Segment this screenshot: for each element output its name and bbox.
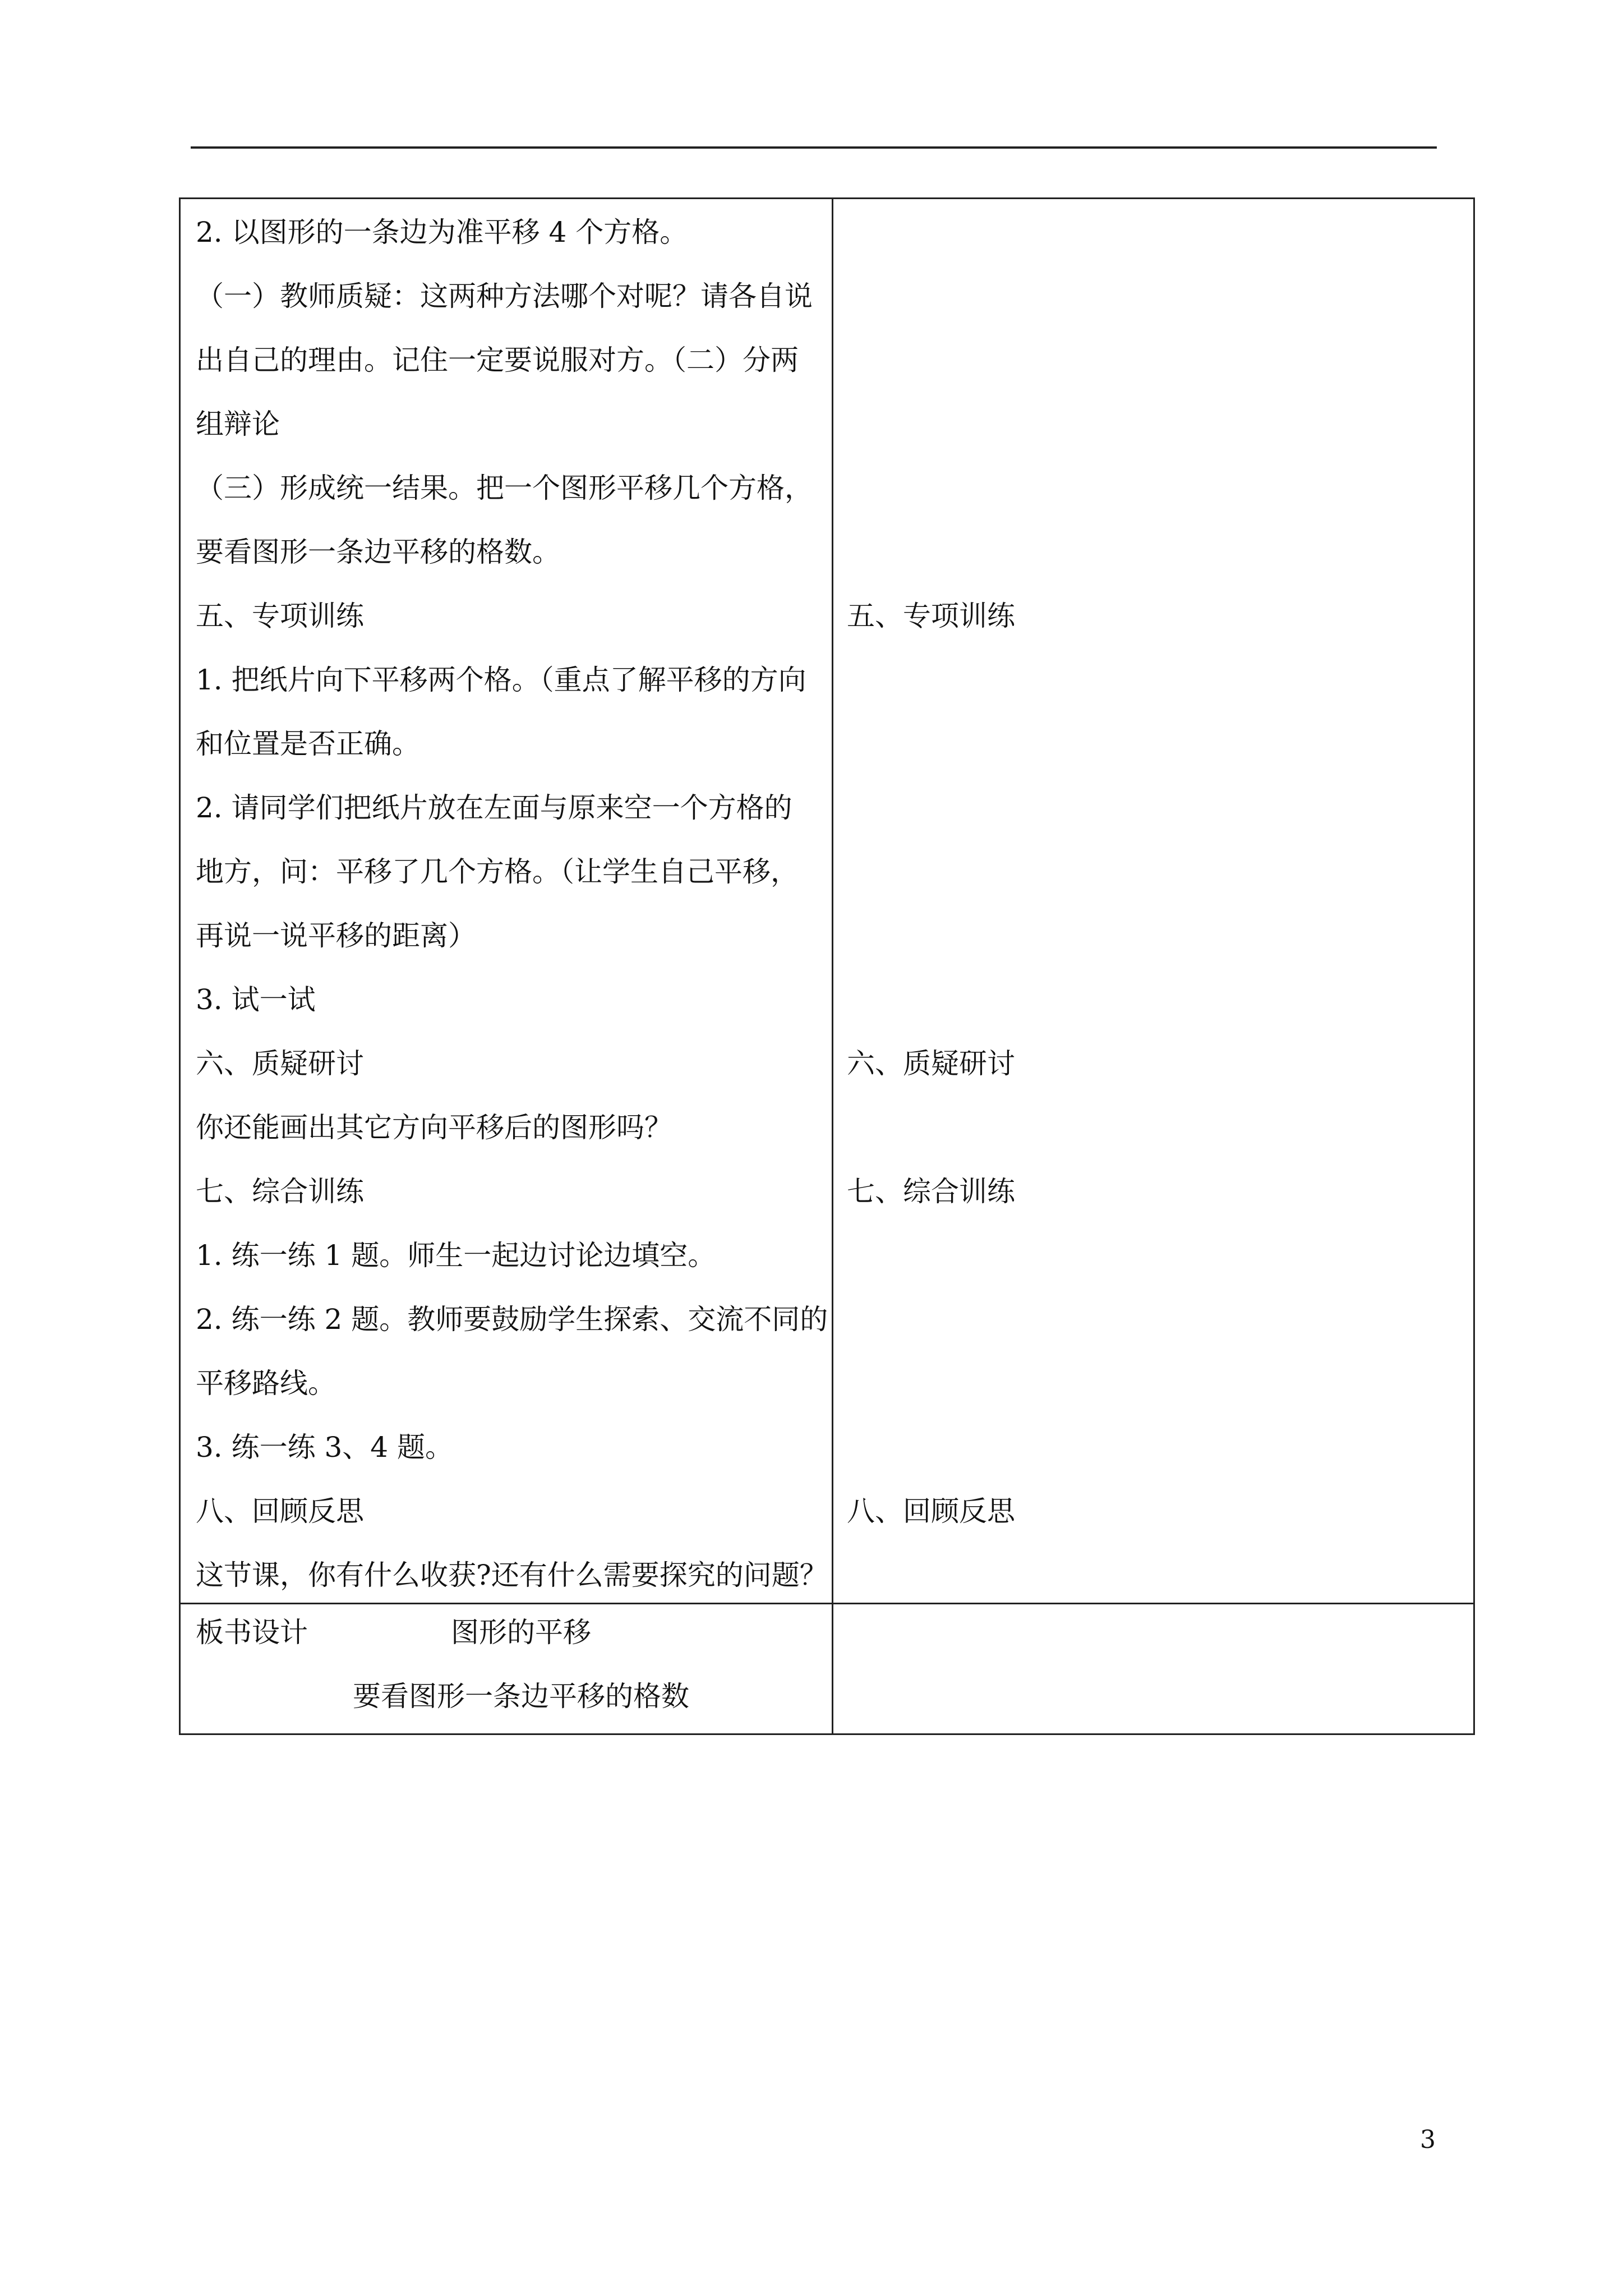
step-line: 1. 把纸片向下平移两个格。（重点了解平移的方向 <box>196 664 806 696</box>
board-design-label: 板书设计 <box>196 1616 308 1649</box>
board-design-right-cell <box>833 1604 1474 1734</box>
step-line: 2. 以图形的一条边为准平移 4 个方格。 <box>196 216 688 249</box>
step-line: 组辩论 <box>196 408 280 440</box>
step-line: 地方，问：平移了几个方格。（让学生自己平移， <box>196 855 799 888</box>
section-heading: 五、专项训练 <box>847 600 1015 632</box>
step-line: 和位置是否正确。 <box>196 728 420 760</box>
section-heading: 五、专项训练 <box>196 600 364 632</box>
board-design-title: 图形的平移 <box>451 1616 591 1649</box>
section-heading: 七、综合训练 <box>196 1175 364 1208</box>
teaching-process-right-cell <box>833 199 1474 1604</box>
step-line: 平移路线。 <box>196 1367 336 1400</box>
step-line: 再说一说平移的距离） <box>196 919 476 952</box>
step-line: 要看图形一条边平移的格数。 <box>196 536 560 568</box>
section-heading: 七、综合训练 <box>847 1175 1015 1208</box>
step-line: 1. 练一练 1 题。师生一起边讨论边填空。 <box>196 1239 716 1272</box>
header-rule <box>191 146 1437 149</box>
step-line: （三）形成统一结果。把一个图形平移几个方格， <box>196 472 813 504</box>
lesson-plan-table <box>179 197 1475 1735</box>
section-heading: 六、质疑研讨 <box>847 1047 1015 1080</box>
section-heading: 六、质疑研讨 <box>196 1047 364 1080</box>
step-line: 出自己的理由。记住一定要说服对方。（二）分两 <box>196 344 799 376</box>
step-line: 这节课，你有什么收获?还有什么需要探究的问题？ <box>196 1559 828 1591</box>
section-heading: 八、回顾反思 <box>196 1495 364 1527</box>
step-line: 你还能画出其它方向平移后的图形吗？ <box>196 1111 672 1144</box>
step-line: 3. 练一练 3、4 题。 <box>196 1431 454 1464</box>
step-line: 2. 练一练 2 题。教师要鼓励学生探索、交流不同的 <box>196 1303 828 1336</box>
board-design-row <box>180 1604 1474 1734</box>
board-design-summary: 要看图形一条边平移的格数 <box>353 1680 689 1713</box>
board-design-left-cell <box>180 1604 833 1734</box>
teaching-process-row <box>180 199 1474 1604</box>
teaching-process-left-cell <box>180 199 833 1604</box>
step-line: 2. 请同学们把纸片放在左面与原来空一个方格的 <box>196 792 792 824</box>
section-heading: 八、回顾反思 <box>847 1495 1015 1527</box>
step-line: 3. 试一试 <box>196 983 316 1016</box>
step-line: （一）教师质疑：这两种方法哪个对呢？请各自说 <box>196 280 813 312</box>
page-number: 3 <box>1420 2125 1436 2154</box>
